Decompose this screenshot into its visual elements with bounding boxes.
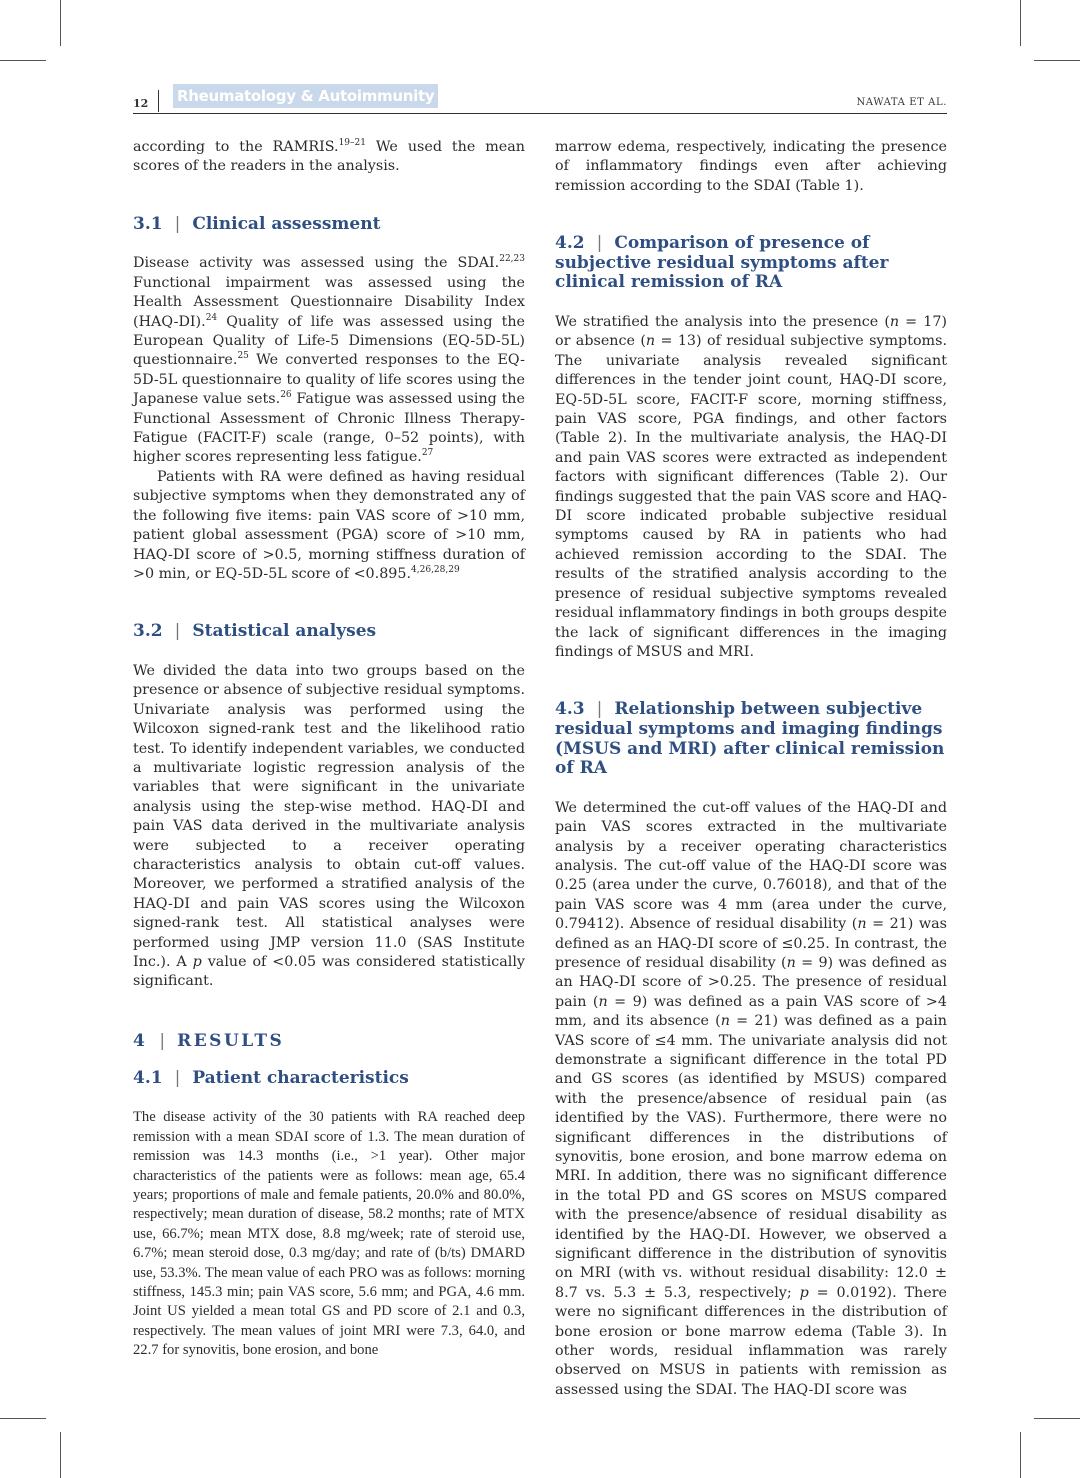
running-author: NAWATA ET AL. [856,97,947,108]
crop-mark [60,1432,61,1478]
crop-mark [1034,1418,1080,1419]
italic-symbol: n [645,333,656,350]
text-run: according to the RAMRIS. [133,139,339,155]
section-number: 4.1 [133,1067,163,1088]
text-run: Disease activity was assessed using the SDAI. [133,255,500,272]
section-number: 3.1 [133,213,163,234]
citation-ref: 19–21 [338,138,366,149]
page-number: 12 [133,97,149,110]
text-run: We divided the data into two groups based on the presence or absence of subjective residual symptoms. Univariate analysis was performed using the Wilcoxon signed-rank test and the likelihood ratio test. To identify independent variables, we conducted a multivariate logistic regression analysis of the variables that were significant in the univariate analysis using the step-wise method. HAQ-DI and pain VAS data derived in the multivariate analysis were subjected to a receiver operating characteristics analysis to obtain cut-off values. Moreover, we performed a stratified analysis of the HAQ-DI and pain VAS scores using the Wilcoxon signed-rank test. All statistical analyses were performed using JMP version 11.0 (SAS Institute Inc.). A [133,662,525,970]
citation-ref: 27 [421,448,434,459]
section-number: 3.2 [133,621,163,642]
crop-mark [0,60,46,61]
text-run: We used the mean scores of the readers in the analysis. [133,139,525,175]
text-run: The disease activity of the 30 patients with RA reached deep remission with a mean SDAI score of 1.3. The mean duration of remission was 14.3 months (i.e., >1 year). Other major characteristics of the patients were as follows: mean age, 65.4 years; proportions of male and female patients, 20.0% and 80.0%, respectively; mean duration of disease, 58.2 months; rate of MTX use, 66.7%; mean MTX dose, 8.8 mg/week; rate of steroid use, 6.7%; mean steroid dose, 0.3 mg/day; and rate of (b/ts) DMARD use, 53.3%. The mean value of each PRO was as follows: morning stiffness, 145.3 min; pain VAS score, 5.6 mm; and PGA, 4.6 mm. Joint US yielded a mean total GS and PD score of 2.1 and 0.3, respectively. The mean values of joint MRI were 7.3, 64.0, and 22.7 for synovitis, bone erosion, and bone [133,1109,525,1359]
text-run: We stratified the analysis into the presence ( [555,314,890,330]
paragraph [133,662,525,992]
crop-mark [0,1418,46,1419]
italic-symbol: n [889,314,900,330]
italic-symbol: n [598,993,608,1010]
italic-symbol: n [720,1013,730,1030]
crop-mark [1020,1432,1021,1478]
paragraph [133,254,525,467]
citation-ref: 26 [280,390,292,401]
text-run: = 13) of residual subjective symptoms. The univariate analysis revealed significant differences in the tender joint count, HAQ-DI score, EQ-5D-5L score, FACIT-F score, morning stiffness, pain VAS score, PGA findings, and other factors (Table 2). In the multivariate analysis, the HAQ-DI and pain VAS scores were extracted as independent factors with significant differences (Table 2). Our findings suggested that the pain VAS score and HAQ-DI score indicated probable subjective residual symptoms caused by RA in patients who had achieved remission according to the SDAI. The results of the stratified analysis according to the presence of residual subjective symptoms revealed residual inflammatory findings in both groups despite the lack of significant differences in the imaging findings of MSUS and MRI. [555,333,947,660]
text-run: = 9) was defined as an HAQ-DI score of >0.25. The presence of residual pain ( [555,954,947,1010]
section-title: Patient characteristics [192,1067,409,1088]
citation-ref: 25 [237,351,249,362]
italic-symbol: n [786,954,796,971]
section-number: 4.3 [555,699,585,720]
section-heading: 4 | RESULTS [133,1030,285,1051]
section-title: Statistical analyses [192,621,377,642]
crop-mark [1034,60,1080,61]
section-title: Clinical assessment [192,213,381,234]
section-heading: 4.3 | Relationship between subjective residual symptoms and imaging findings (MSUS and MRI) after clinical remission of RA [555,699,945,779]
text-run: We determined the cut-off values of the HAQ-DI and pain VAS scores extracted in the multivariate analysis by a receiver operating characteristics analysis. The cut-off value of the HAQ-DI score was 0.25 (area under the curve, 0.76018), and that of the pain VAS score was 4 mm (area under the curve, 0.79412). Absence of residual disability ( [555,799,947,933]
italic-symbol: p [799,1284,809,1301]
header-divider [158,90,159,112]
running-header [133,82,947,114]
italic-symbol: p [192,954,202,970]
paragraph [133,1108,525,1360]
section-heading: 3.2 | Statistical analyses [133,621,377,642]
section-title: Comparison of presence of subjective residual symptoms after clinical remission of RA [555,233,889,293]
section-title: Relationship between subjective residual symptoms and imaging findings (MSUS and MRI) after clinical remission of RA [555,699,945,779]
citation-ref: 24 [205,312,218,323]
text-run: = 17) or absence ( [555,314,947,350]
text-run: Functional impairment was assessed using the Health Assessment Questionnaire Disability Index (HAQ-DI). [133,274,525,330]
text-run: value of <0.05 was considered statistically significant. [133,954,525,990]
paragraph [133,468,525,584]
text-run: = 21) was defined as an HAQ-DI score of ≤0.25. In contrast, the presence of residual disability ( [555,916,947,971]
citation-ref: 4,26,28,29 [411,565,460,576]
crop-mark [1020,0,1021,46]
section-heading: 4.1 | Patient characteristics [133,1067,409,1088]
section-heading: 4.2 | Comparison of presence of subjective residual symptoms after clinical remission of RA [555,233,889,293]
text-run: We converted responses to the EQ-5D-5L questionnaire to quality of life scores using the Japanese value sets. [133,352,525,408]
italic-symbol: n [857,916,867,933]
paragraph [133,138,525,177]
section-number: 4 [133,1030,148,1051]
text-run: Fatigue was assessed using the Functional Assessment of Chronic Illness Therapy-Fatigue (FACIT-F) scale (range, 0–52 points), with higher scores representing less fatigue. [133,391,525,466]
paragraph [555,799,947,1401]
citation-ref: 22,23 [499,254,525,265]
text-run: = 21) was defined as a pain VAS score of ≤4 mm. The univariate analysis did not demonstrate a significant difference in the total PD and GS scores (as identified by MSUS) compared with the presence/absence of residual pain (as identified by the VAS). Furthermore, there were no significant differences in the distributions of synovitis, bone erosion, and bone marrow edema on MRI. In addition, there was no significant difference in the total PD and GS scores on MSUS compared with the presence/absence of residual disability as identified by the HAQ-DI. However, we observed a significant difference in the distribution of synovitis on MRI (with vs. without residual disability: 12.0 ± 8.7 vs. 5.3 ± 5.3, respectively; [555,1013,947,1301]
section-heading: 3.1 | Clinical assessment [133,213,381,234]
text-run: Quality of life was assessed using the European Quality of Life-5 Dimensions (EQ-5D-5L) questionnaire. [133,313,525,369]
paragraph [555,138,947,196]
text-run: = 0.0192). There were no significant differences in the distribution of bone erosion or bone marrow edema (Table 3). In other words, residual inflammation was rarely observed on MSUS in patients with remission as assessed using the SDAI. The HAQ-DI score was [555,1284,947,1398]
section-number: 4.2 [555,233,585,254]
crop-mark [60,0,61,46]
journal-logo: Rheumatology & Autoimmunity [173,84,438,108]
section-title: RESULTS [177,1030,285,1051]
text-run: Patients with RA were defined as having residual subjective symptoms when they demonstrated any of the following five items: pain VAS score of >10 mm, patient global assessment (PGA) score of >10 mm, HAQ-DI score of >0.5, morning stiffness duration of >0 min, or EQ-5D-5L score of <0.895. [133,468,525,582]
paragraph [555,313,947,662]
right-column [555,138,947,1400]
header-rule [133,113,947,114]
text-run: marrow edema, respectively, indicating the presence of inflammatory findings even after achieving remission according to the SDAI (Table 1). [555,139,947,194]
text-run: = 9) was defined as a pain VAS score of >4 mm, and its absence ( [555,993,947,1030]
left-column [133,138,525,1361]
